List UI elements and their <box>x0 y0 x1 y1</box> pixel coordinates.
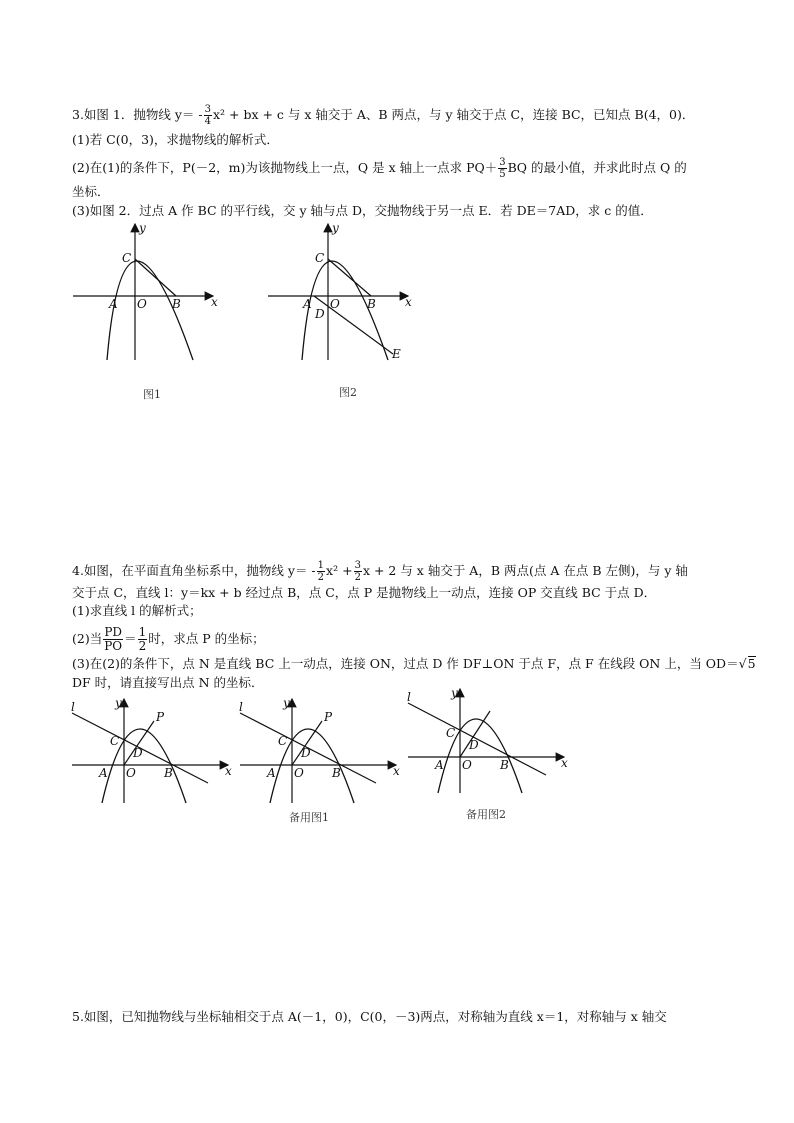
q4-figure-2 <box>236 695 406 805</box>
point-d-label: D <box>133 746 143 760</box>
x-label: x <box>211 295 218 309</box>
fraction-denominator: 2 <box>317 572 325 583</box>
q4-part-2 <box>72 626 265 653</box>
point-a-label: A <box>303 297 312 311</box>
origin-label: O <box>126 766 136 780</box>
q4-fraction-2 <box>354 560 362 583</box>
point-p-label: P <box>324 710 333 724</box>
fraction-denominator: 4 <box>204 116 211 127</box>
fraction-numerator: 1 <box>317 560 325 571</box>
q4-line-2: 交于点 C，直线 l：y＝kx + b 经过点 B，点 C，点 P 是抛物线上一动点，连接 OP 交直线 BC 于点 D． <box>72 585 657 600</box>
q3-line-1-a: 3.如图 1．抛物线 y＝ - <box>72 107 203 122</box>
segment-ae <box>314 296 393 354</box>
q4-line-1-a: 4.如图，在平面直角坐标系中，抛物线 y＝ - <box>72 563 316 578</box>
x-label: x <box>561 756 568 770</box>
x-label: x <box>225 764 232 778</box>
point-a-label: A <box>435 758 444 772</box>
fraction-numerator: PD <box>104 625 123 639</box>
y-label: y <box>139 221 146 235</box>
q4-fraction-pd-po <box>103 626 123 653</box>
q3-part-2-a: (2)在(1)的条件下，P(－2，m)为该抛物线上一点，Q 是 x 轴上一点求 PQ＋ <box>72 160 498 175</box>
q3-part-2 <box>72 157 687 180</box>
fraction-numerator: 1 <box>138 625 147 639</box>
point-a-label: A <box>267 766 276 780</box>
point-c-label: C <box>278 734 288 748</box>
q4-part-3: (3)在(2)的条件下，点 N 是直线 BC 上一动点，连接 ON，过点 D 作 DF⊥ON 于点 F，点 F 在线段 ON 上，当 OD＝√5 <box>72 656 756 671</box>
q4-equals: ＝ <box>124 631 137 646</box>
q3-part-3: (3)如图 2．过点 A 作 BC 的平行线，交 y 轴与点 D，交抛物线于另一点 E．若 DE＝7AD，求 c 的值． <box>72 203 653 218</box>
point-b-label: B <box>172 297 181 311</box>
q4-part-3-cont: DF 时，请直接写出点 N 的坐标． <box>72 675 264 690</box>
q3-figure-2 <box>262 222 422 367</box>
q3-figure-1-caption: 图1 <box>143 388 161 401</box>
point-c-label: C <box>110 734 120 748</box>
origin-label: O <box>137 297 147 311</box>
point-d-label: D <box>315 307 325 321</box>
point-p-label: P <box>156 710 165 724</box>
q4-fraction-1 <box>317 560 325 583</box>
point-c-label: C <box>446 726 456 740</box>
fraction-numerator: 3 <box>354 560 361 571</box>
line-l-label: l <box>407 690 411 704</box>
q4-line-1-c: x + 2 与 x 轴交于 A，B 两点(点 A 在点 B 左侧)，与 y 轴 <box>362 563 688 578</box>
fraction-denominator: 5 <box>499 169 506 180</box>
q3-figure-2-caption: 图2 <box>339 386 357 399</box>
origin-label: O <box>330 297 340 311</box>
origin-label: O <box>462 758 472 772</box>
y-label: y <box>283 696 290 710</box>
x-label: x <box>393 764 400 778</box>
q5-line-1: 5.如图，已知抛物线与坐标轴相交于点 A(－1，0)，C(0，－3)两点，对称轴为直线 x＝1，对称轴与 x 轴交 <box>72 1009 667 1024</box>
point-d-label: D <box>469 738 479 752</box>
fraction-denominator: 2 <box>354 572 361 583</box>
q4-figure-3-caption: 备用图2 <box>466 808 506 821</box>
segment-bc <box>328 259 371 296</box>
point-a-label: A <box>99 766 108 780</box>
point-e-label: E <box>392 347 401 361</box>
q3-fraction-1 <box>204 104 212 127</box>
y-label: y <box>451 686 458 700</box>
q3-figure-1 <box>65 222 225 367</box>
q4-line-1-b: x² + <box>326 563 353 578</box>
point-d-label: D <box>301 746 311 760</box>
q4-part-3-a: (3)在(2)的条件下，点 N 是直线 BC 上一动点，连接 ON，过点 D 作 DF⊥ON 于点 F，点 F 在线段 ON 上，当 OD＝ <box>72 656 739 671</box>
point-c-label: C <box>122 251 132 265</box>
point-b-label: B <box>332 766 341 780</box>
fraction-denominator: 2 <box>138 639 147 653</box>
q3-line-1-b: x² + bx + c 与 x 轴交于 A、B 两点，与 y 轴交于点 C，连接 BC，已知点 B(4，0)． <box>212 107 695 122</box>
line-l-label: l <box>239 700 243 714</box>
point-b-label: B <box>164 766 173 780</box>
point-b-label: B <box>367 297 376 311</box>
q3-line-1 <box>72 104 694 127</box>
q4-part-1: (1)求直线 l 的解析式； <box>72 603 202 618</box>
y-label: y <box>332 221 339 235</box>
q4-part-2-a: (2)当 <box>72 631 103 646</box>
q4-figure-2-caption: 备用图1 <box>289 811 329 824</box>
segment-bc <box>135 259 176 296</box>
point-b-label: B <box>500 758 509 772</box>
q4-figure-1 <box>68 695 238 805</box>
q3-part-2-cont: 坐标． <box>72 184 110 199</box>
y-label: y <box>115 696 122 710</box>
q4-figure-3 <box>404 685 574 795</box>
q3-fraction-2 <box>498 157 506 180</box>
point-c-label: C <box>315 251 325 265</box>
point-a-label: A <box>109 297 118 311</box>
q3-part-1: (1)若 C(0，3)，求抛物线的解析式． <box>72 132 279 147</box>
fraction-numerator: 3 <box>204 104 211 115</box>
q4-line-1 <box>72 560 688 583</box>
q4-part-2-b: 时，求点 P 的坐标； <box>148 631 265 646</box>
fraction-denominator: PO <box>104 639 123 653</box>
line-l-label: l <box>71 700 75 714</box>
x-label: x <box>405 295 412 309</box>
fraction-numerator: 3 <box>499 157 506 168</box>
q4-fraction-half <box>138 626 148 653</box>
q3-part-2-b: BQ 的最小值，并求此时点 Q 的 <box>507 160 687 175</box>
origin-label: O <box>294 766 304 780</box>
q4-sqrt: 5 <box>747 656 756 671</box>
